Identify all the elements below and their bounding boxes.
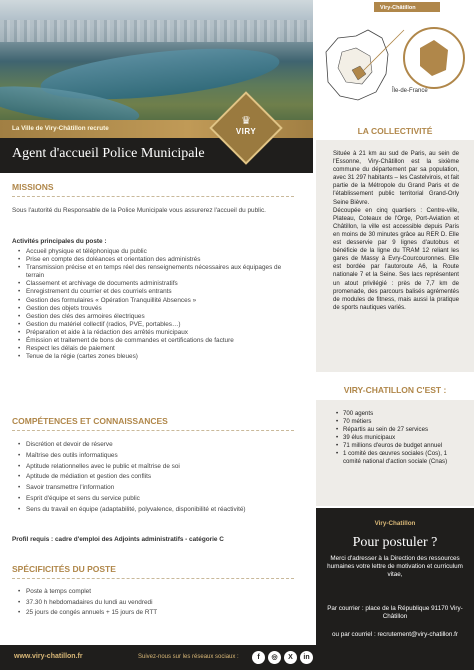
website-link[interactable]: www.viry-chatillon.fr xyxy=(14,653,83,660)
apply-title: Pour postuler ? xyxy=(352,535,438,550)
cest-list xyxy=(336,410,464,466)
list-item: • Classement et archivage de documents administratifs xyxy=(18,280,292,288)
list-item: • Prise en compte des doléances et orientation des administrés xyxy=(18,256,292,264)
apply-email[interactable]: ou par courriel : recrutement@viry-chatillon.fr xyxy=(331,631,459,638)
list-item: • Discrétion et devoir de réserve xyxy=(18,440,292,451)
list-item: • Préparation et aide à la rédaction des arrêtés municipaux xyxy=(18,329,292,337)
list-item: • 70 métiers xyxy=(336,418,464,426)
list-item: • Enregistrement du courrier et des courriels entrants xyxy=(18,288,292,296)
list-item: • Savoir transmettre l'information xyxy=(18,483,292,494)
list-item: • Gestion des formulaires « Opération Tranquillité Absences » xyxy=(18,297,292,305)
divider xyxy=(12,430,294,431)
map-region-label: Île-de-France xyxy=(392,88,428,94)
specificites-heading: SPÉCIFICITÉS DU POSTE xyxy=(12,564,116,574)
list-item: • Gestion du matériel collectif (radios, PVE, portables…) xyxy=(18,321,292,329)
cest-heading: VIRY-CHATILLON C'EST : xyxy=(343,385,447,395)
profil-required: Profil requis : cadre d'emploi des Adjoints administratifs - catégorie C xyxy=(12,536,224,543)
apply-address: Par courrier : place de la République 91170 Viry-Châtillon xyxy=(327,605,463,621)
competences-heading: COMPÉTENCES ET CONNAISSANCES xyxy=(12,416,168,426)
missions-list xyxy=(18,248,292,361)
list-item: • Émission et traitement de bons de commandes et certifications de facture xyxy=(18,337,292,345)
list-item: • Transmission précise et en temps réel des renseignements nécessaires aux équipages de terrain xyxy=(18,264,292,280)
job-title: Agent d'accueil Police Municipale xyxy=(12,146,205,161)
missions-intro: Sous l'autorité du Responsable de la Police Municipale vous assurerez l'accueil du public. xyxy=(12,207,266,214)
instagram-icon[interactable]: ◎ xyxy=(268,651,281,664)
map-illustration xyxy=(316,0,474,125)
list-item: • 25 jours de congés annuels + 15 jours de RTT xyxy=(18,608,292,619)
facebook-icon[interactable]: f xyxy=(252,651,265,664)
apply-city: Viry-Chatillon xyxy=(374,520,416,527)
list-item: • Esprit d'équipe et sens du service public xyxy=(18,494,292,505)
list-item: • 1 comité des œuvres sociales (Cos), 1 comité national d'action sociale (Cnas) xyxy=(336,450,464,466)
specificites-list xyxy=(18,587,292,619)
list-item: • Aptitude relationnelles avec le public et maîtrise de soi xyxy=(18,462,292,473)
social-follow-text: Suivez-nous sur les réseaux sociaux : xyxy=(138,654,239,660)
apply-panel xyxy=(316,508,474,645)
competences-list xyxy=(18,440,292,516)
location-map xyxy=(316,0,474,125)
list-item: • Poste à temps complet xyxy=(18,587,292,598)
collectivite-p1: Située à 21 km au sud de Paris, au sein de l'Essonne, Viry-Châtillon est la sixième commune du département par sa population, avec 31 297 habitants – les Castelvirois, et fait partie de la Métropole du Grand Paris et de l'établissement public territorial Grand-Orly Seine Bièvre. xyxy=(333,150,459,206)
list-item: • Sens du travail en équipe (adaptabilité, polyvalence, disponibilité et réactivité) xyxy=(18,505,292,516)
collectivite-heading: LA COLLECTIVITÉ xyxy=(357,126,433,136)
map-city-label: Viry-Châtillon xyxy=(380,5,416,11)
logo-text: VIRY xyxy=(235,127,257,136)
list-item: • 71 millions d'euros de budget annuel xyxy=(336,442,464,450)
divider xyxy=(12,578,294,579)
recruit-tag: La Ville de Viry-Châtillon recrute xyxy=(12,125,109,132)
list-item: • Maîtrise des outils informatiques xyxy=(18,451,292,462)
linkedin-icon[interactable]: in xyxy=(300,651,313,664)
right-column xyxy=(316,0,474,670)
list-item: • Gestion des clés des armoires électriques xyxy=(18,313,292,321)
divider xyxy=(12,196,294,197)
list-item: • Accueil physique et téléphonique du public xyxy=(18,248,292,256)
list-item: • 39 élus municipaux xyxy=(336,434,464,442)
crest-icon: ♛ xyxy=(241,115,251,127)
list-item: • Gestion des objets trouvés xyxy=(18,305,292,313)
footer xyxy=(0,645,474,670)
collectivite-p2: Découpée en cinq quartiers : Centre-ville, Plateau, Coteaux de l'Orge, Port-Aviation et Châtillon, la ville est accessible depuis Paris en moins de 30 minutes grâce au RER D. Elle est desservie par 9 lignes d'autobus et bénéficie de la ligne du TRAM 12 reliant les gares de Massy à Evry-Courcouronnes. Elle est bordée par l'autoroute A6, la Route nationale 7 et la Seine. Ses lacs représentent un atout privilégié : près de 7,7 km de promenade, des parcours balisés agrémentés de modules de fitness, mais aussi la pratique de sports nautiques variés. xyxy=(333,206,459,311)
list-item: • Respect les délais de paiement xyxy=(18,345,292,353)
list-item: • 700 agents xyxy=(336,410,464,418)
apply-text: Merci d'adresser à la Direction des ressources humaines votre lettre de motivation et curriculum vitae, xyxy=(327,555,463,579)
missions-sub: Activités principales du poste : xyxy=(12,238,107,245)
list-item: • 37.30 h hebdomadaires du lundi au vendredi xyxy=(18,598,292,609)
list-item: • Aptitude de médiation et gestion des conflits xyxy=(18,472,292,483)
missions-heading: MISSIONS xyxy=(12,182,54,192)
city-skyline xyxy=(0,20,313,42)
list-item: • Tenue de la régie (cartes zones bleues) xyxy=(18,353,292,361)
logo-content xyxy=(225,114,267,136)
x-icon[interactable]: X xyxy=(284,651,297,664)
list-item: • Répartis au sein de 27 services xyxy=(336,426,464,434)
collectivite-text xyxy=(333,150,459,312)
